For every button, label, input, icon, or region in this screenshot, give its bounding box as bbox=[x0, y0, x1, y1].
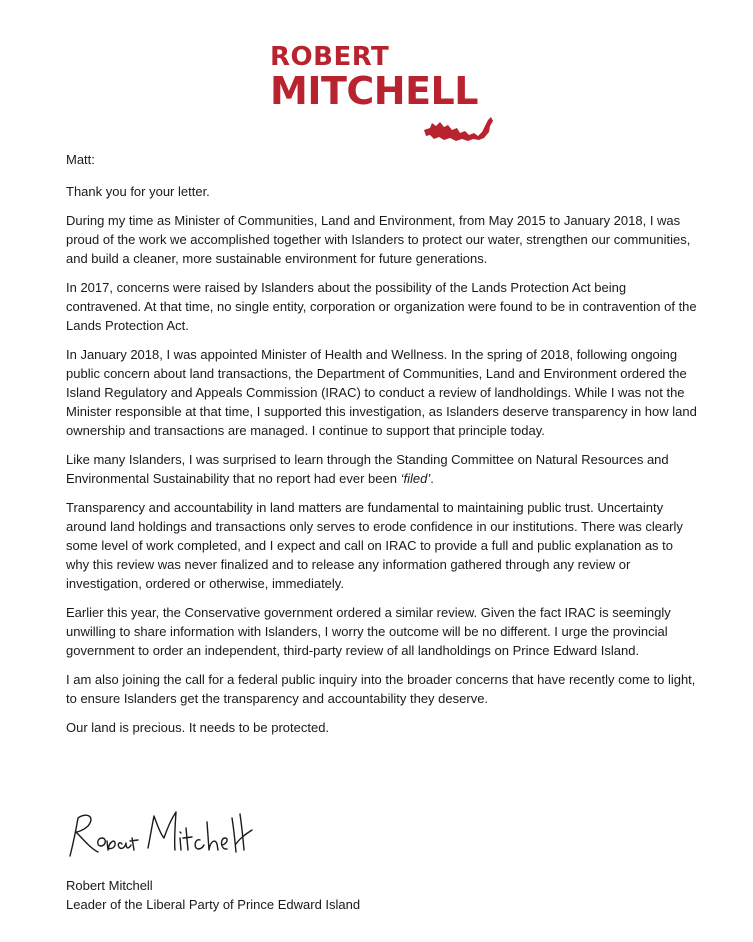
paragraph-surprised-text: Like many Islanders, I was surprised to learn through the Standing Committee on Natural Resources and Environmental Sustainability that no report had ever been bbox=[66, 452, 669, 486]
logo-last-name: MITCHELL bbox=[270, 69, 478, 113]
paragraph-conservative-review: Earlier this year, the Conservative government ordered a similar review. Given the fact IRAC is seemingly unwilling to share information with Islanders, I worry the outcome will be no different. I urge the provincial government to order an independent, third-party review of all landholdings on Prince Edward Island. bbox=[66, 605, 671, 658]
paragraph-federal-inquiry: I am also joining the call for a federal public inquiry into the broader concerns that have recently come to light, to ensure Islanders get the transparency and accountability they deserve. bbox=[66, 672, 696, 706]
handwritten-signature bbox=[64, 808, 254, 864]
logo-first-name: ROBERT bbox=[270, 42, 390, 72]
paragraph-2018-review: In January 2018, I was appointed Minister of Health and Wellness. In the spring of 2018, following ongoing public concern about land transactions, the Department of Communities, Land and Environment ordered the Island Regulatory and Appeals Commission (IRAC) to conduct a review of landholdings. While I was not the Minister responsible at that time, I supported this investigation, as Islanders deserve transparency in how land ownership and transactions are managed. I continue to support that principle today. bbox=[66, 347, 697, 438]
paragraph-minister-tenure: During my time as Minister of Communities, Land and Environment, from May 2015 to January 2018, I was proud of the work we accomplished together with Islanders to protect our water, strengthen our communities, and build a cleaner, more sustainable environment for future generations. bbox=[66, 213, 691, 266]
paragraph-transparency: Transparency and accountability in land matters are fundamental to maintaining public trust. Uncertainty around land holdings and transactions only serves to erode confidence in our institutions. There was clearly some level of work completed, and I expect and call on IRAC to provide a full and public explanation as to why this review was never finalized and to release any information gathered through any review or investigation, ordered or otherwise, immediately. bbox=[66, 500, 683, 591]
letter-body bbox=[66, 150, 698, 747]
paragraph-closing: Our land is precious. It needs to be protected. bbox=[66, 720, 330, 735]
signatory-title: Leader of the Liberal Party of Prince Edward Island bbox=[66, 897, 361, 912]
signatory-name: Robert Mitchell bbox=[66, 878, 153, 893]
paragraph-surprised-end: . bbox=[430, 471, 434, 486]
salutation: Matt: bbox=[66, 152, 95, 167]
prince-edward-island-map-icon bbox=[422, 114, 494, 144]
logo bbox=[270, 44, 500, 144]
filed-emphasis: ‘filed’ bbox=[400, 471, 431, 486]
paragraph-surprised bbox=[66, 450, 698, 488]
paragraph-thanks: Thank you for your letter. bbox=[66, 184, 210, 199]
paragraph-2017-concerns: In 2017, concerns were raised by Islanders about the possibility of the Lands Protection Act being contravened. At that time, no single entity, corporation or organization were found to be in contravention of the Lands Protection Act. bbox=[66, 280, 697, 333]
